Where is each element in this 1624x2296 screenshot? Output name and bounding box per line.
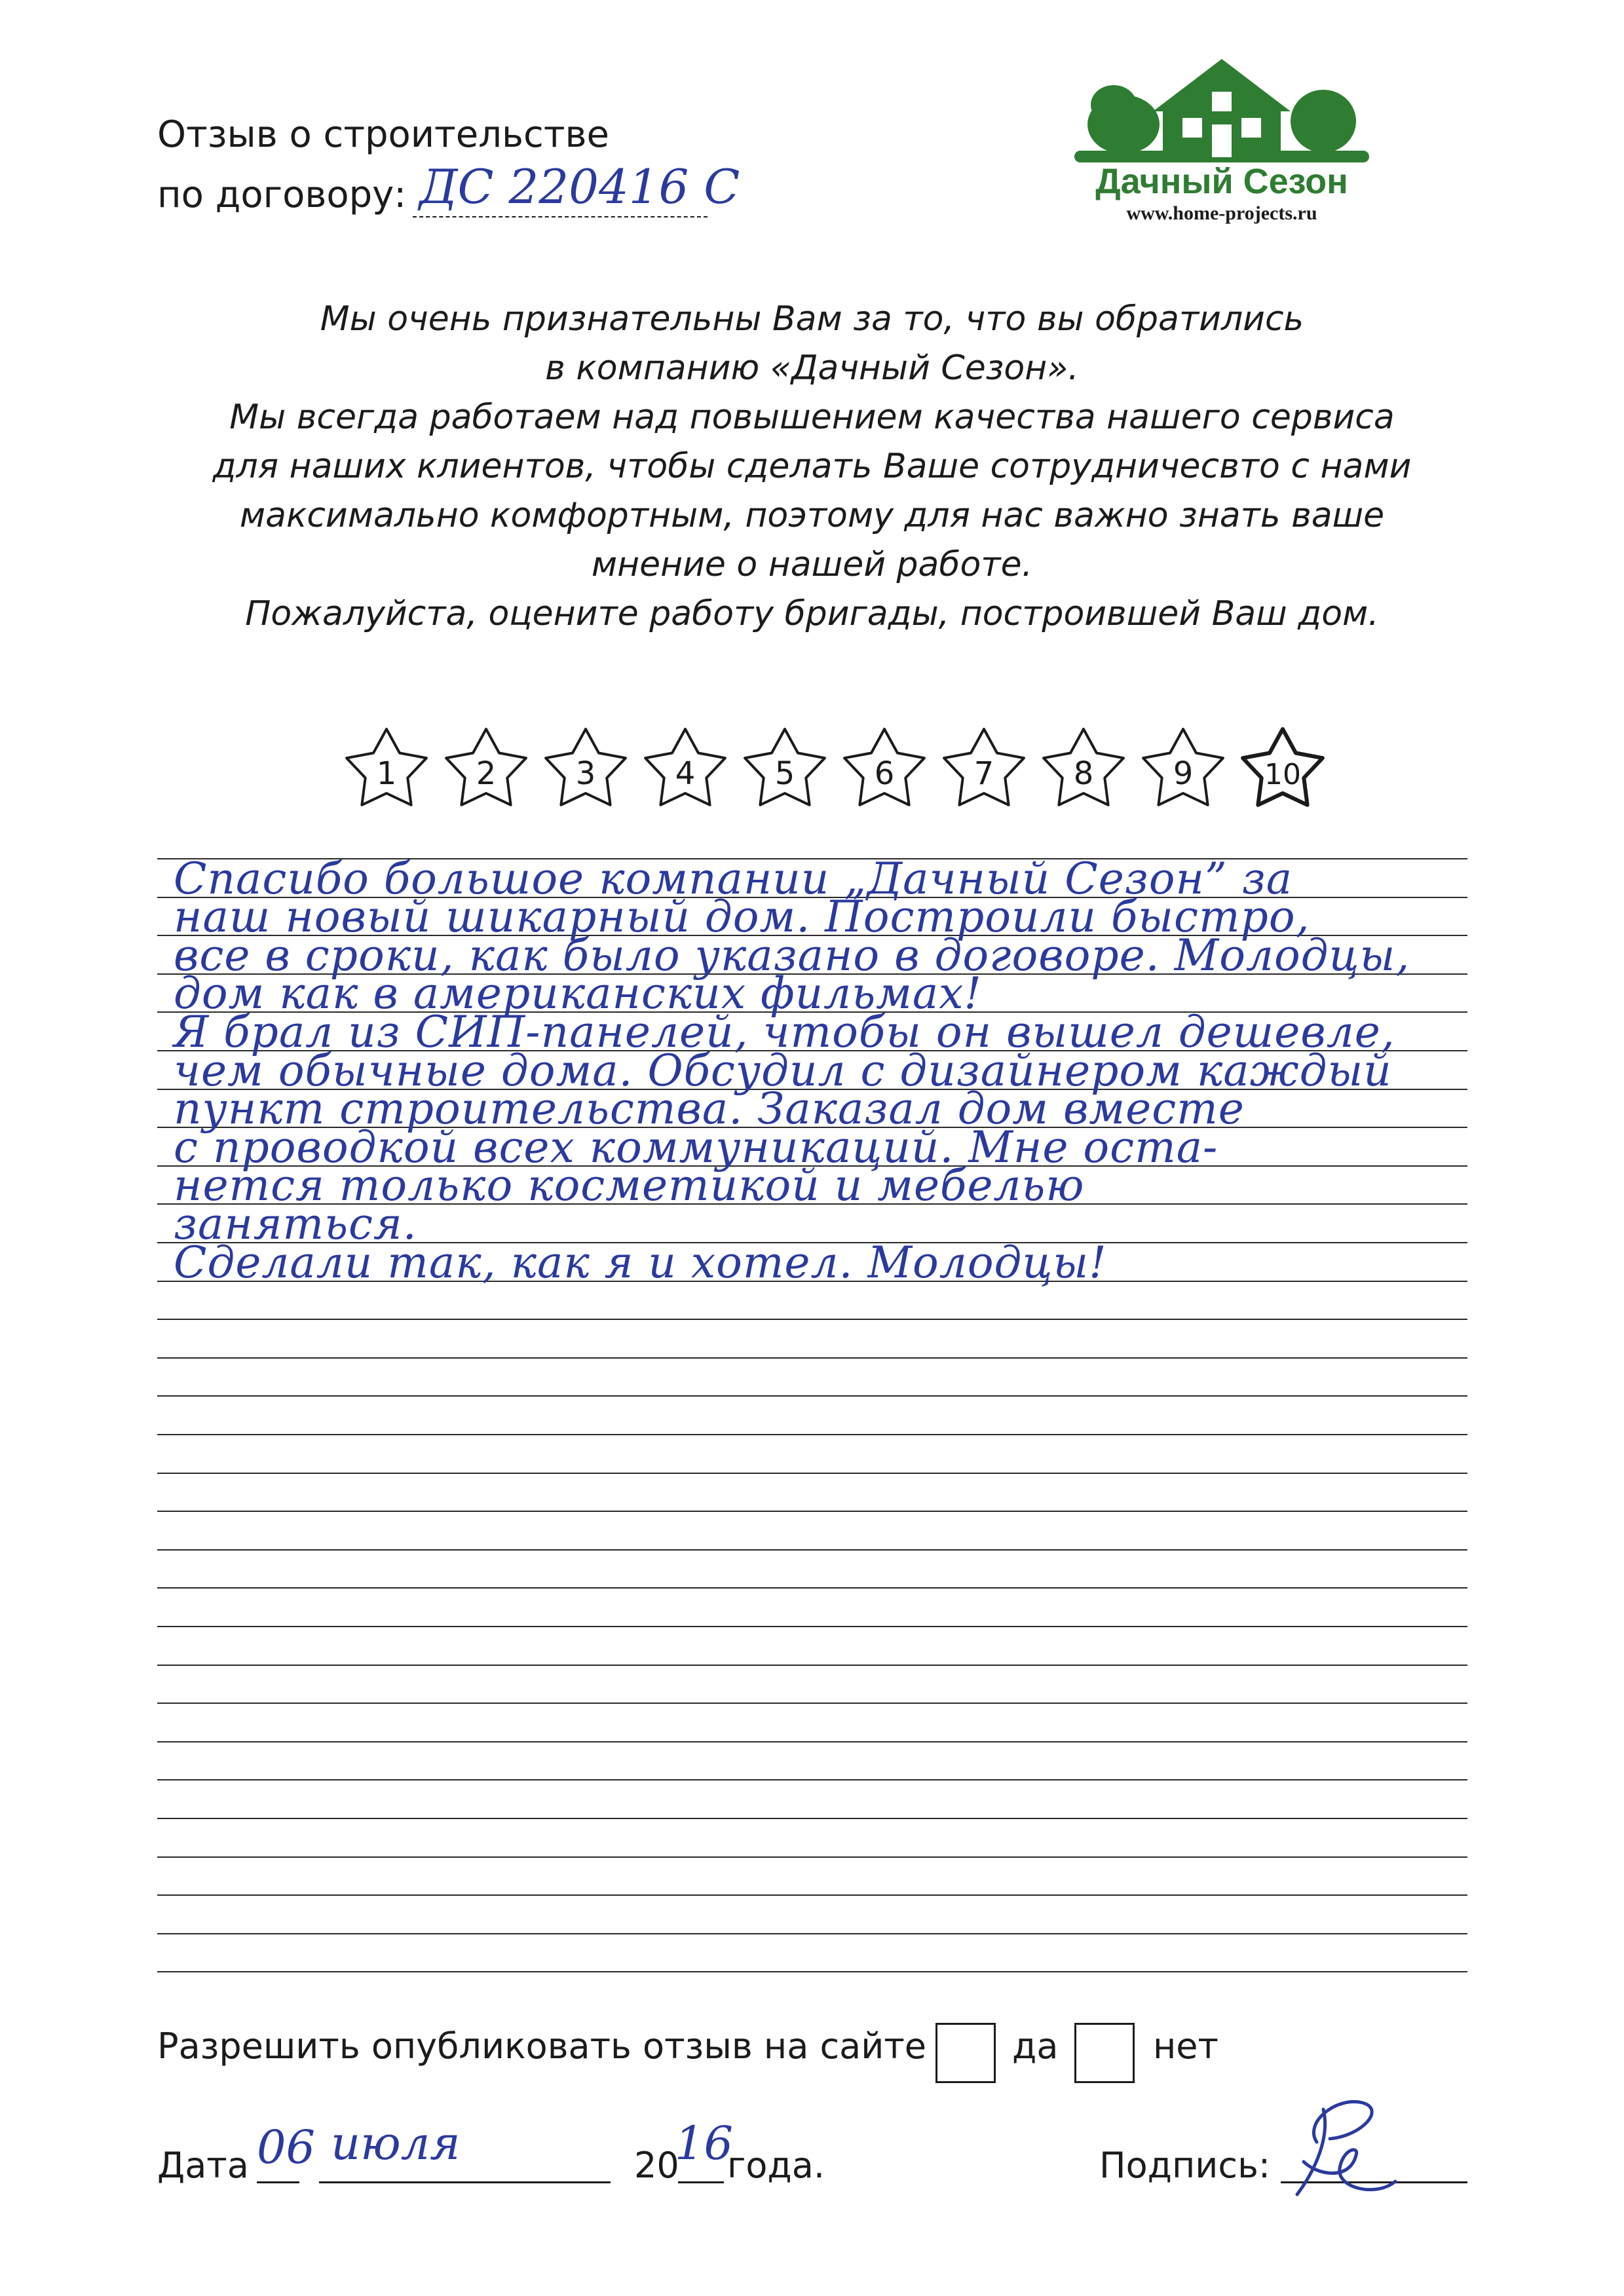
review-line: заняться.: [174, 1199, 417, 1249]
rating-star-10[interactable]: [1237, 724, 1329, 816]
rating-star-7[interactable]: [938, 724, 1030, 816]
svg-text:1: 1: [376, 755, 397, 792]
publish-yes-label: да: [1012, 2025, 1059, 2067]
ruled-line: [157, 1549, 1467, 1551]
ruled-line: [157, 1779, 1467, 1780]
signature-label: Подпись:: [1099, 2145, 1271, 2186]
logo-url: www.home-projects.ru: [1126, 202, 1317, 224]
svg-text:7: 7: [973, 755, 994, 792]
day-underline: [257, 2181, 299, 2183]
svg-text:5: 5: [774, 755, 795, 792]
contract-label: по договору:: [157, 174, 407, 216]
publish-no-checkbox[interactable]: [1074, 2023, 1135, 2083]
year-underline: [678, 2181, 724, 2183]
intro-line: для наших клиентов, чтобы сделать Ваше сотрудничесвто с нами: [212, 447, 1412, 486]
ruled-line: [157, 1703, 1467, 1704]
month-underline: [319, 2181, 611, 2183]
ruled-line: [157, 1434, 1467, 1435]
review-line: наш новый шикарный дом. Построили быстро,: [174, 892, 1310, 942]
publish-label: Разрешить опубликовать отзыв на сайте: [157, 2025, 926, 2067]
rating-star-6[interactable]: [839, 724, 930, 816]
signature-mark: [1277, 2083, 1408, 2208]
ruled-line: [157, 1818, 1467, 1819]
contract-number: ДС 220416 С: [419, 159, 740, 214]
review-line: Сделали так, как я и хотел. Молодцы!: [174, 1237, 1107, 1288]
review-line: нется только косметикой и мебелью: [174, 1160, 1085, 1211]
ruled-line: [157, 1971, 1467, 1972]
ruled-line: [157, 1395, 1467, 1397]
intro-line: максимально комфортным, поэтому для нас важно знать ваше: [239, 496, 1385, 535]
review-line: Я брал из СИП-панелей, чтобы он вышел дешевле,: [174, 1007, 1395, 1057]
intro-line: в компанию «Дачный Сезон».: [545, 348, 1079, 388]
review-line: Спасибо большое компании „Дачный Сезон” за: [174, 854, 1293, 904]
publish-no-label: нет: [1153, 2025, 1218, 2067]
ruled-line: [157, 1894, 1467, 1896]
svg-text:2: 2: [476, 755, 497, 792]
date-month: июля: [331, 2117, 461, 2170]
rating-star-2[interactable]: [440, 724, 532, 816]
rating-star-3[interactable]: [540, 724, 632, 816]
rating-star-1[interactable]: [341, 724, 432, 816]
date-day: 06: [257, 2120, 316, 2174]
svg-text:3: 3: [575, 755, 596, 792]
year-word: года.: [727, 2145, 825, 2186]
ruled-line: [157, 1511, 1467, 1512]
ruled-line: [157, 1587, 1467, 1589]
svg-text:10: 10: [1264, 758, 1301, 791]
ruled-line: [157, 1473, 1467, 1474]
svg-text:8: 8: [1073, 755, 1094, 792]
ruled-line: [157, 1741, 1467, 1742]
date-label: Дата: [157, 2145, 249, 2186]
year-prefix: 20: [634, 2145, 679, 2186]
ruled-line: [157, 1319, 1467, 1320]
review-line: все в сроки, как было указано в договоре. Молодцы,: [174, 930, 1410, 981]
year-suffix: 16: [675, 2117, 734, 2170]
form-title: Отзыв о строительстве: [157, 113, 609, 156]
rating-star-4[interactable]: [639, 724, 731, 816]
ruled-line: [157, 1856, 1467, 1858]
rating-star-9[interactable]: [1137, 724, 1229, 816]
svg-text:9: 9: [1173, 755, 1194, 792]
ruled-line: [157, 1933, 1467, 1934]
house-trees-logo-icon: [1074, 52, 1369, 164]
review-line: чем обычные дома. Обсудил с дизайнером каждый: [174, 1045, 1392, 1096]
intro-text: [157, 295, 1467, 639]
rating-stars: [341, 724, 1336, 822]
intro-line: Пожалуйста, оцените работу бригады, построившей Ваш дом.: [245, 594, 1379, 633]
intro-line: Мы очень признательны Вам за то, что вы обратились: [320, 299, 1304, 339]
rating-star-8[interactable]: [1038, 724, 1129, 816]
ruled-line: [157, 1665, 1467, 1666]
review-line: пункт строительства. Заказал дом вместе: [174, 1083, 1245, 1134]
review-line: с проводкой всех коммуникаций. Мне оста-: [174, 1122, 1218, 1173]
intro-line: Мы всегда работаем над повышением качества нашего сервиса: [229, 398, 1395, 437]
ruled-line: [157, 1626, 1467, 1627]
svg-text:6: 6: [874, 755, 895, 792]
publish-yes-checkbox[interactable]: [935, 2023, 996, 2083]
contract-underline: [413, 216, 708, 217]
logo-name: Дачный Сезон: [1095, 162, 1348, 201]
company-logo: [1074, 52, 1369, 229]
intro-line: мнение о нашей работе.: [591, 545, 1033, 584]
review-line: дом как в американских фильмах!: [174, 968, 982, 1019]
svg-text:4: 4: [675, 755, 696, 792]
rating-star-5[interactable]: [739, 724, 831, 816]
ruled-line: [157, 1357, 1467, 1359]
